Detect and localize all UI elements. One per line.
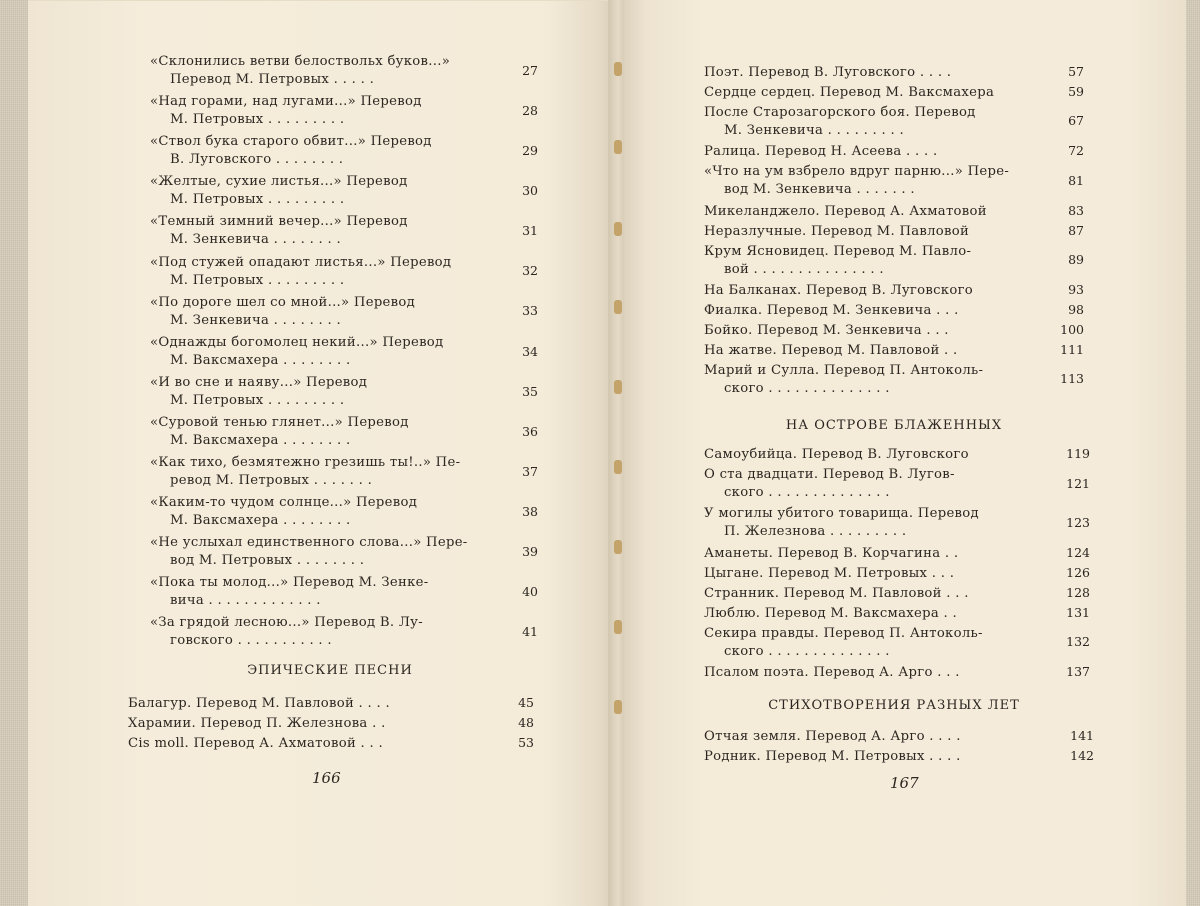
toc-entry-line: М. Зенкевича . . . . . . . . [170,312,342,328]
toc-entry: Харамии. Перевод П. Железнова . . [128,716,386,731]
toc-page-number: 89 [1068,252,1084,268]
toc-entry-line: «Склонились ветви белоствольх буков...» [150,54,451,69]
toc-page-number: 67 [1068,113,1084,129]
toc-entry-line: На жатве. Перевод М. Павловой . . [704,342,958,358]
toc-entry-line: «И во сне и наяву...» Перевод [150,374,368,390]
toc-entry [704,605,957,623]
toc-entry-line: вод М. Петровых . . . . . . . . [170,553,365,569]
toc-entry [704,625,983,661]
toc-page-number: 132 [1066,634,1090,650]
toc-page-number: 83 [1068,202,1084,218]
toc-entry-line: Псалом поэта. Перевод А. Арго . . . [704,665,960,680]
toc-entry [704,748,961,766]
toc-entry-line: М. Зенкевича . . . . . . . . [170,232,342,248]
toc-entry [150,534,468,570]
toc-entry-line: Фиалка. Перевод М. Зенкевича . . . [704,302,959,318]
toc-entry [704,302,959,320]
toc-entry-line: «Суровой тенью глянет...» Перевод [150,414,409,430]
toc-page-number: 113 [1060,371,1084,387]
toc-page-number: 100 [1060,321,1084,337]
toc-entry-line: вой . . . . . . . . . . . . . . . [724,261,884,277]
toc-entry [704,585,969,603]
toc-entry [704,342,958,360]
toc-entry-line: М. Петровых . . . . . . . . . [170,192,345,208]
toc-entry-line: Марий и Сулла. Перевод П. Антоколь- [704,362,984,378]
toc-entry [704,282,973,300]
toc-page-number: 36 [522,423,538,439]
toc-entry-line: ского . . . . . . . . . . . . . . [724,643,890,659]
toc-page-number: 48 [518,715,534,730]
toc-page-number: 41 [522,624,538,640]
right-page [624,0,1186,906]
toc-page-number: 142 [1070,748,1094,763]
toc-page-number: 27 [522,62,538,78]
toc-entry-line: «Ствол бука старого обвит...» Перевод [150,134,432,150]
toc-entry-line: М. Петровых . . . . . . . . . [170,392,345,408]
toc-page-number: 119 [1066,446,1090,461]
toc-entry [704,223,969,241]
toc-entry-line: П. Железнова . . . . . . . . . [724,524,907,540]
toc-entry-line: Аманеты. Перевод В. Корчагина . . [704,545,959,561]
toc-entry [150,53,450,89]
toc-entry [704,446,969,464]
toc-entry-line: Странник. Перевод М. Павловой . . . [704,585,969,601]
toc-page-number: 141 [1070,728,1094,743]
toc-page-number: 93 [1068,282,1084,297]
toc-entry [150,494,417,530]
toc-page-number: 40 [522,584,538,600]
toc-entry [704,203,987,221]
toc-entry-line: «По дороге шел со мной...» Перевод [150,294,416,310]
toc-entry-line: Ралица. Перевод Н. Асеева . . . . [704,144,938,160]
toc-entry-line: «Желтые, сухие листья...» Перевод [150,174,408,190]
toc-entry-line: «Под стужей опадают листья...» Перевод [150,254,452,270]
toc-page-number: 32 [522,263,538,279]
toc-entry-line: «Темный зимний вечер...» Перевод [150,214,408,230]
toc-page-number: 124 [1066,544,1090,560]
toc-entry [150,454,460,490]
toc-entry-line: Бойко. Перевод М. Зенкевича . . . [704,322,949,338]
binding-stitch [614,620,622,634]
toc-entry-line: М. Петровых . . . . . . . . . [170,272,345,288]
toc-entry-line: М. Ваксмахера . . . . . . . . [170,352,351,368]
toc-entry [150,414,409,450]
toc-entry [704,664,960,682]
toc-entry-line: «Что на ум взбрело вдруг парню...» Пере- [704,164,1010,180]
toc-entry [704,565,954,583]
toc-page-number: 111 [1060,341,1084,357]
binding-stitch [614,700,622,714]
toc-entry [704,545,958,563]
toc-entry-line: В. Луговского . . . . . . . . [170,152,344,168]
toc-entry-line: На Балканах. Перевод В. Луговского [704,283,974,298]
toc-entry [150,614,423,650]
toc-entry-line: Отчая земля. Перевод А. Арго . . . . [704,729,961,744]
toc-page-number: 30 [522,183,538,199]
toc-entry-line: Люблю. Перевод М. Ваксмахера . . [704,605,957,621]
toc-entry [704,728,961,746]
toc-entry-line: М. Ваксмахера . . . . . . . . [170,432,351,448]
toc-entry-line: Цыгане. Перевод М. Петровых . . . [704,565,955,581]
toc-entry [150,374,367,410]
section-title: НА ОСТРОВЕ БЛАЖЕННЫХ [785,418,1003,433]
toc-page-number: 34 [522,343,538,359]
toc-page-number: 38 [522,503,538,519]
toc-page-number: 59 [1068,83,1084,99]
toc-entry [150,133,432,169]
toc-page-number: 31 [522,223,538,239]
toc-entry [704,505,979,541]
toc-entry-line: Секира правды. Перевод П. Антоколь- [704,625,983,641]
toc-page-number: 35 [522,383,538,399]
page-folio: 166 [312,769,341,787]
toc-entry-line: вод М. Зенкевича . . . . . . . [724,182,915,198]
toc-page-number: 53 [518,735,534,750]
toc-page-number: 39 [522,544,538,559]
toc-entry [704,84,994,102]
toc-page-number: 33 [522,303,538,319]
toc-page-number: 123 [1066,515,1090,530]
toc-page-number: 45 [518,695,534,710]
toc-entry [704,64,951,82]
toc-entry-line: У могилы убитого товарища. Перевод [704,506,979,522]
toc-page-number: 121 [1066,475,1090,491]
section-title: ЭПИЧЕСКИЕ ПЕСНИ [247,663,413,678]
toc-entry-line: М. Зенкевича . . . . . . . . . [724,122,904,138]
toc-page-number: 57 [1068,64,1084,79]
section-title: СТИХОТВОРЕНИЯ РАЗНЫХ ЛЕТ [768,698,1020,713]
toc-page-number: 37 [522,463,538,479]
page-folio: 167 [890,774,919,792]
toc-page-number: 72 [1068,143,1084,159]
toc-entry-line: После Старозагорского боя. Перевод [704,104,976,120]
binding-stitch [614,460,622,474]
binding-stitch [614,62,622,76]
toc-page-number: 98 [1068,301,1084,317]
toc-page-number: 29 [522,143,538,158]
toc-entry-line: Микеланджело. Перевод А. Ахматовой [704,203,987,219]
toc-entry [150,173,408,209]
toc-entry [150,334,443,370]
binding-stitch [614,540,622,554]
toc-entry-line: Самоубийца. Перевод В. Луговского [704,447,969,462]
toc-entry [150,294,415,330]
toc-entry-line: Сердце сердец. Перевод М. Ваксмахера [704,84,995,100]
toc-entry-line: ревод М. Петровых . . . . . . . [170,473,373,488]
toc-entry [704,243,971,279]
toc-entry-line: Поэт. Перевод В. Луговского . . . . [704,65,952,80]
binding-stitch [614,222,622,236]
toc-entry-line: «За грядой лесною...» Перевод В. Лу- [150,615,423,631]
toc-entry [150,213,408,249]
left-page [28,0,614,906]
toc-page-number: 81 [1068,172,1084,188]
binding-stitch [614,300,622,314]
toc-page-number: 137 [1066,664,1090,679]
toc-page-number: 128 [1066,584,1090,600]
toc-entry-line: вича . . . . . . . . . . . . . [170,593,321,609]
toc-entry [704,466,955,502]
toc-entry-line: «Каким-то чудом солнце...» Перевод [150,495,418,511]
toc-page-number: 131 [1066,604,1090,620]
toc-entry-line: говского . . . . . . . . . . . [170,633,332,649]
toc-entry [704,163,1009,199]
toc-entry-line: О ста двадцати. Перевод В. Лугов- [704,466,955,482]
toc-entry-line: М. Ваксмахера . . . . . . . . [170,513,351,529]
toc-entry-line: Неразлучные. Перевод М. Павловой [704,223,970,239]
toc-entry: Cis moll. Перевод А. Ахматовой . . . [128,736,384,751]
toc-entry [704,143,937,161]
toc-entry-line: «Не услыхал единственного слова...» Пере- [150,535,468,551]
toc-entry: Балагур. Перевод М. Павловой . . . . [128,696,390,711]
binding-stitch [614,380,622,394]
toc-entry-line: Крум Ясновидец. Перевод М. Павло- [704,243,972,259]
toc-entry-line: «Пока ты молод...» Перевод М. Зенке- [150,575,429,591]
toc-entry-line: Родник. Перевод М. Петровых . . . . [704,749,961,764]
toc-entry [704,104,976,140]
toc-entry-line: «Однажды богомолец некий...» Перевод [150,334,444,350]
toc-entry [150,254,451,290]
toc-page-number: 87 [1068,222,1084,238]
toc-entry [150,93,422,129]
toc-entry-line: «Как тихо, безмятежно грезишь ты!..» Пе- [150,455,461,470]
toc-entry-line: М. Петровых . . . . . . . . . [170,112,345,128]
toc-entry-line: ского . . . . . . . . . . . . . . [724,484,890,500]
toc-entry-line: ского . . . . . . . . . . . . . . [724,380,890,396]
toc-page-number: 126 [1066,564,1090,580]
toc-entry-line: «Над горами, над лугами...» Перевод [150,94,422,110]
binding-stitch [614,140,622,154]
toc-entry [150,574,428,610]
toc-entry [704,322,949,340]
toc-entry-line: Перевод М. Петровых . . . . . [170,72,375,87]
toc-page-number: 28 [522,102,538,118]
toc-entry [704,362,983,398]
